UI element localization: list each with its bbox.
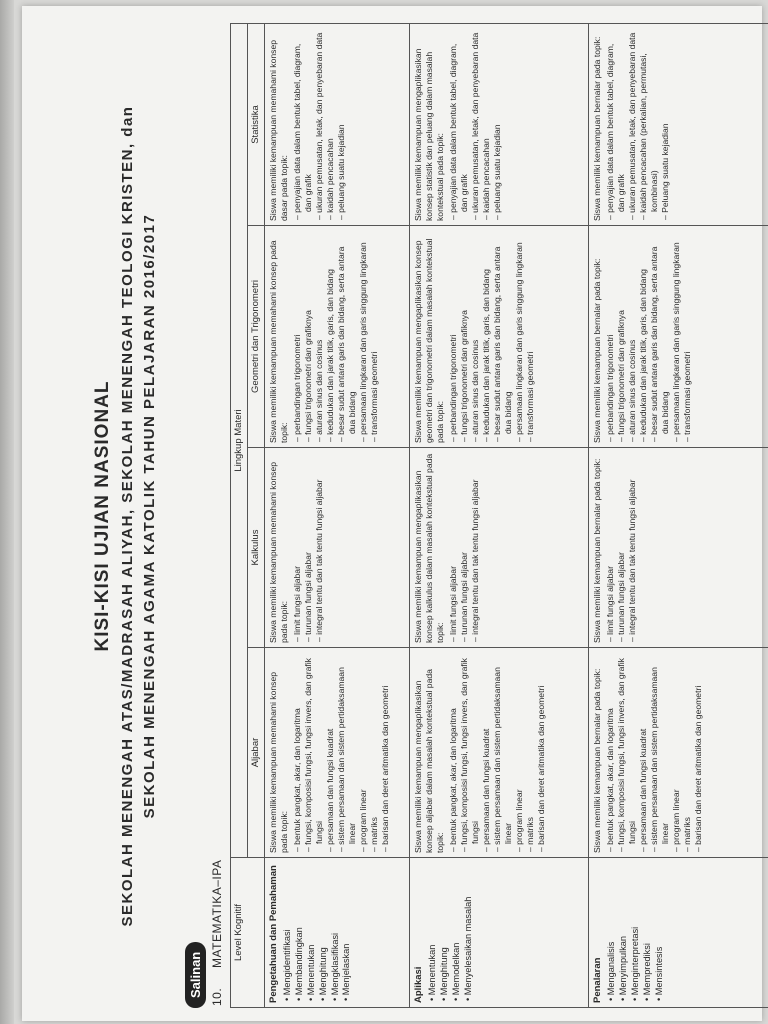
materi-cell xyxy=(589,226,768,448)
materi-cell xyxy=(410,24,589,226)
topic-item: – matriks xyxy=(525,652,536,844)
topic-item: – persamaan lingkaran dan garis singgung lingkaran xyxy=(358,230,369,434)
topic-item: – transformasi geometri xyxy=(525,230,536,434)
level-skill-item: • Membandingkan xyxy=(294,862,306,993)
topic-item: – kedudukan dan jarak titik, garis, dan bidang xyxy=(481,230,492,434)
level-skill-item: • Memodelkan xyxy=(451,862,463,993)
topic-item: – limit fungsi aljabar xyxy=(448,452,459,634)
materi-cell xyxy=(410,226,589,448)
level-skill-list xyxy=(282,862,353,1003)
topic-item: – matriks xyxy=(682,652,693,844)
level-kognitif-cell xyxy=(589,858,768,1008)
topic-item: – kedudukan dan jarak titik, garis, dan bidang xyxy=(638,230,649,434)
topic-item: – persamaan dan fungsi kuadrat xyxy=(481,652,492,844)
topic-list xyxy=(292,452,325,643)
topic-item: – perbandingan trigonometri xyxy=(292,230,303,434)
topic-item: – program linear xyxy=(671,652,682,844)
topic-item: – integral tentu dan tak tentu fungsi aljabar xyxy=(627,452,638,634)
topic-item: – persamaan dan fungsi kuadrat xyxy=(325,652,336,844)
topic-item: – barisan dan deret aritmatika dan geometri xyxy=(693,652,704,844)
topic-item: – ukuran pemusatan, letak, dan penyebaran data xyxy=(314,28,325,212)
cell-intro: Siswa memiliki kemampuan mengaplikasikan konsep statistik dan peluang dalam masalah kontekstual pada topik: xyxy=(413,48,446,221)
topic-item: – perbandingan trigonometri xyxy=(448,230,459,434)
materi-cell xyxy=(589,24,768,226)
cell-intro: Siswa memiliki kemampuan memahami konsep pada topik: xyxy=(268,671,290,853)
cell-intro: Siswa memiliki kemampuan bernalar pada topik: xyxy=(592,458,603,643)
topic-item: – perbandingan trigonometri xyxy=(605,230,616,434)
topic-list xyxy=(605,28,671,221)
table-body xyxy=(265,24,768,1008)
topic-item: – penyajian data dalam bentuk tabel, diagram, dan grafik xyxy=(292,28,314,212)
title-line-3: SEKOLAH MENENGAH AGAMA KATOLIK TAHUN PELAJARAN 2016/2017 xyxy=(141,213,158,819)
section-heading xyxy=(210,844,224,1006)
cell-intro: Siswa memiliki kemampuan memahami konsep pada topik: xyxy=(268,240,290,443)
level-skill-item: • Mengidentifikasi xyxy=(282,862,294,993)
topic-item: – transformasi geometri xyxy=(369,230,380,434)
topic-list xyxy=(448,652,547,853)
level-skill-item: • Memprediksi xyxy=(642,862,654,993)
topic-item: – aturan sinus dan cosinus xyxy=(627,230,638,434)
topic-item: – fungsi trigonometri dan grafiknya xyxy=(616,230,627,434)
topic-list xyxy=(448,452,481,643)
topic-item: – persamaan dan fungsi kuadrat xyxy=(638,652,649,844)
column-header-kalkulus: Kalkulus xyxy=(248,448,265,648)
level-skill-item: • Menyimpulkan xyxy=(618,862,630,993)
title-line-2: SEKOLAH MENENGAH ATAS/MADRASAH ALIYAH, SEKOLAH MENENGAH TEOLOGI KRISTEN, dan xyxy=(119,105,136,927)
materi-cell xyxy=(265,648,410,858)
topic-item: – program linear xyxy=(358,652,369,844)
header-lingkup-materi: Lingkup Materi xyxy=(231,24,248,858)
topic-item: – bentuk pangkat, akar, dan logaritma xyxy=(605,652,616,844)
topic-item: – integral tentu dan tak tentu fungsi aljabar xyxy=(314,452,325,634)
topic-item: – penyajian data dalam bentuk tabel, diagram, dan grafik xyxy=(448,28,470,212)
cell-intro: Siswa memiliki kemampuan memahami konsep dasar pada topik: xyxy=(268,39,290,221)
level-kognitif-cell xyxy=(265,858,410,1008)
materi-cell xyxy=(410,448,589,648)
column-header-statistika: Statistika xyxy=(248,24,265,226)
topic-list xyxy=(448,28,503,221)
topic-item: – aturan sinus dan cosinus xyxy=(470,230,481,434)
section-name: MATEMATIKA–IPA xyxy=(210,859,224,968)
topic-item: – bentuk pangkat, akar, dan logaritma xyxy=(292,652,303,844)
level-skill-list xyxy=(427,862,474,1003)
level-skill-item: • Menentukan xyxy=(306,862,318,993)
topic-list xyxy=(605,230,693,443)
topic-item: – barisan dan deret aritmatika dan geometri xyxy=(536,652,547,844)
topic-item: – persamaan lingkaran dan garis singgung lingkaran xyxy=(671,230,682,434)
topic-item: – program linear xyxy=(514,652,525,844)
document-page xyxy=(22,6,762,1021)
cell-intro: Siswa memiliki kemampuan mengaplikasikan konsep geometri dan trigonometri dalam masalah kontekstual pada topik: xyxy=(413,238,446,443)
topic-item: – barisan dan deret aritmatika dan geometri xyxy=(380,652,391,844)
cell-intro: Siswa memiliki kemampuan mengaplikasikan konsep kalkulus dalam masalah kontekstual pada topik: xyxy=(413,453,446,643)
topic-item: – peluang suatu kejadian xyxy=(336,28,347,212)
topic-item: – limit fungsi aljabar xyxy=(292,452,303,634)
materi-cell xyxy=(265,448,410,648)
level-skill-item: • Mengklasifikasi xyxy=(330,862,342,993)
salinan-badge: Salinan xyxy=(185,942,206,1008)
table-row xyxy=(589,24,768,1008)
topic-item: – besar sudut antara garis dan bidang, serta antara dua bidang xyxy=(649,230,671,434)
level-skill-item: • Menentukan xyxy=(427,862,439,993)
topic-list xyxy=(292,28,347,221)
topic-item: – fungsi trigonometri dan grafiknya xyxy=(459,230,470,434)
level-kognitif-cell xyxy=(410,858,589,1008)
cell-intro: Siswa memiliki kemampuan memahami konsep pada topik: xyxy=(268,461,290,643)
cell-intro: Siswa memiliki kemampuan bernalar pada topik: xyxy=(592,258,603,443)
topic-item: – turunan fungsi aljabar xyxy=(303,452,314,634)
topic-item: – transformasi geometri xyxy=(682,230,693,434)
topic-item: – persamaan lingkaran dan garis singgung lingkaran xyxy=(514,230,525,434)
column-header-aljabar: Aljabar xyxy=(248,648,265,858)
topic-list xyxy=(605,452,638,643)
topic-item: – aturan sinus dan cosinus xyxy=(314,230,325,434)
topic-list xyxy=(448,230,536,443)
topic-item: – limit fungsi aljabar xyxy=(605,452,616,634)
topic-list xyxy=(292,230,380,443)
topic-item: – kaidah pencacahan (perkalian, permutasi, kombinasi) xyxy=(638,28,660,212)
topic-item: – kaidah pencacahan xyxy=(481,28,492,212)
topic-item: – turunan fungsi aljabar xyxy=(616,452,627,634)
topic-item: – integral tentu dan tak tentu fungsi aljabar xyxy=(470,452,481,634)
topic-item: – kaidah pencacahan xyxy=(325,28,336,212)
title-line-1: KISI-KISI UJIAN NASIONAL xyxy=(92,380,113,652)
level-skill-item: • Menginterpretasi xyxy=(630,862,642,993)
topic-item: – turunan fungsi aljabar xyxy=(459,452,470,634)
document-header xyxy=(92,14,158,1018)
topic-item: – besar sudut antara garis dan bidang, serta antara dua bidang xyxy=(336,230,358,434)
topic-item: – ukuran pemusatan, letak, dan penyebaran data xyxy=(470,28,481,212)
level-skill-item: • Menghitung xyxy=(318,862,330,993)
topic-item: – penyajian data dalam bentuk tabel, diagram, dan grafik xyxy=(605,28,627,212)
topic-item: – bentuk pangkat, akar, dan logaritma xyxy=(448,652,459,844)
scanner-binding-edge xyxy=(0,0,14,1024)
level-skill-item: • Menganalisis xyxy=(606,862,618,993)
topic-item: – ukuran pemusatan, letak, dan penyebaran data xyxy=(627,28,638,212)
topic-item: – fungsi, komposisi fungsi, fungsi invers, dan grafik fungsi xyxy=(303,652,325,844)
level-skill-item: • Menyelesaikan masalah xyxy=(463,862,475,993)
topic-item: – fungsi, komposisi fungsi, fungsi invers, dan grafik fungsi xyxy=(459,652,481,844)
column-header-geometri: Geometri dan Trigonometri xyxy=(248,226,265,448)
level-skill-item: • Menjelaskan xyxy=(341,862,353,993)
kisi-kisi-table xyxy=(230,23,768,1008)
materi-cell xyxy=(589,448,768,648)
topic-item: – matriks xyxy=(369,652,380,844)
cell-intro: Siswa memiliki kemampuan bernalar pada topik: xyxy=(592,36,603,221)
topic-item: – sistem persamaan dan sistem pertidaksamaan linear xyxy=(336,652,358,844)
level-skill-list xyxy=(606,862,665,1003)
table-row xyxy=(265,24,410,1008)
cell-intro: Siswa memiliki kemampuan mengaplikasikan konsep aljabar dalam masalah kontekstual pada topik: xyxy=(413,669,446,853)
topic-item: – Peluang suatu kejadian xyxy=(660,28,671,212)
header-level-kognitif: Level Kognitif xyxy=(231,858,265,1008)
topic-item: – besar sudut antara garis dan bidang, serta antara dua bidang xyxy=(492,230,514,434)
section-number: 10. xyxy=(210,987,224,1006)
topic-list xyxy=(292,652,391,853)
topic-item: – fungsi trigonometri dan grafiknya xyxy=(303,230,314,434)
topic-item: – sistem persamaan dan sistem pertidaksamaan linear xyxy=(492,652,514,844)
materi-cell xyxy=(265,24,410,226)
level-skill-item: • Mensintesis xyxy=(654,862,666,993)
topic-item: – sistem persamaan dan sistem pertidaksamaan linear xyxy=(649,652,671,844)
table-row xyxy=(410,24,589,1008)
topic-item: – fungsi, komposisi fungsi, fungsi invers, dan grafik fungsi xyxy=(616,652,638,844)
topic-item: – peluang suatu kejadian xyxy=(492,28,503,212)
level-skill-item: • Menghitung xyxy=(439,862,451,993)
materi-cell xyxy=(265,226,410,448)
level-title: Aplikasi xyxy=(413,966,425,1003)
rotated-landscape-sheet xyxy=(82,14,762,1018)
topic-list xyxy=(605,652,704,853)
level-title: Penalaran xyxy=(592,957,604,1003)
level-title: Pengetahuan dan Pemahaman xyxy=(268,865,280,1003)
materi-cell xyxy=(589,648,768,858)
topic-item: – kedudukan dan jarak titik, garis, dan bidang xyxy=(325,230,336,434)
materi-cell xyxy=(410,648,589,858)
cell-intro: Siswa memiliki kemampuan bernalar pada topik: xyxy=(592,668,603,853)
